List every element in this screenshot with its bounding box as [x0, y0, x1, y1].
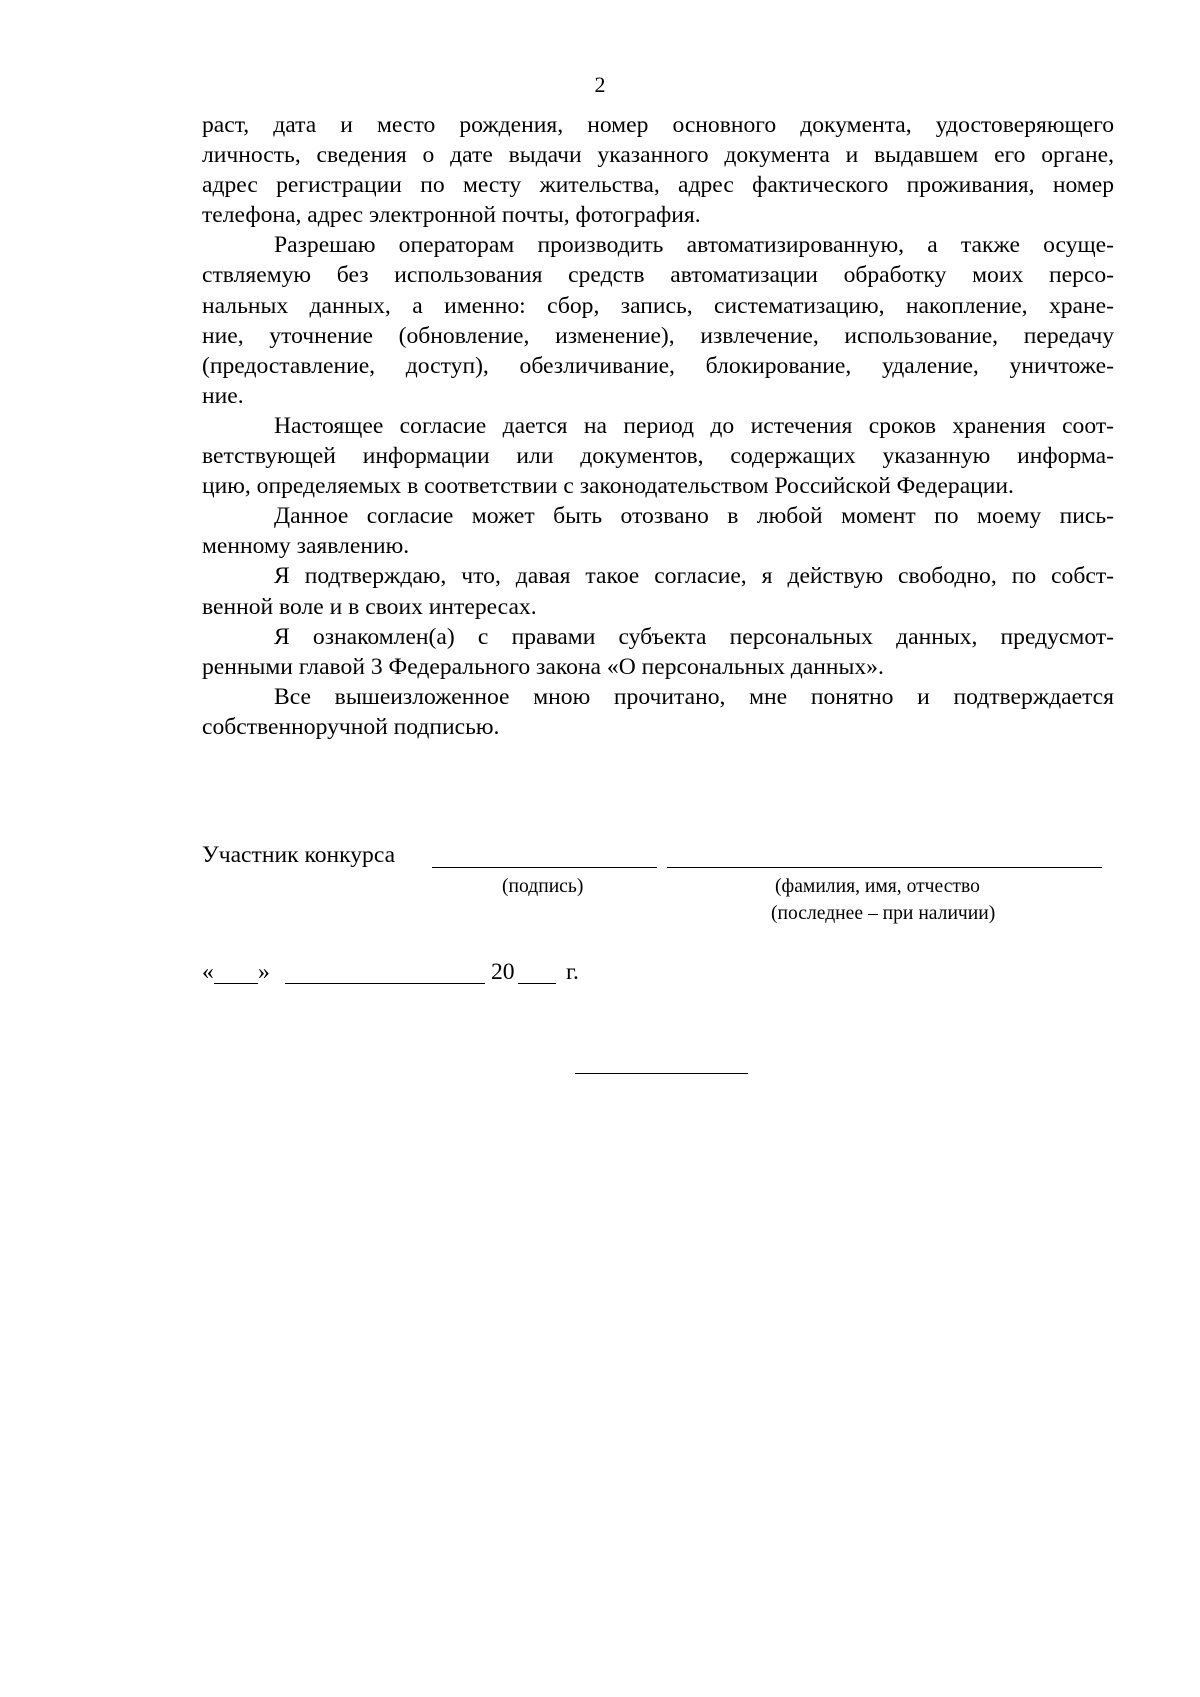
paragraph-1-line-1: раст, дата и место рождения, номер основного документа, удостоверяющего — [202, 112, 1114, 138]
paragraph-6-line-2: ренными главой 3 Федерального закона «О персональных данных». — [202, 653, 884, 680]
paragraph-1 — [202, 110, 1114, 200]
paragraph-5-line-1: Я подтверждаю, что, давая такое согласие, я действую свободно, по собст- — [274, 563, 1114, 590]
paragraph-6-line-1: Я ознакомлен(а) с правами субъекта персональных данных, предусмот- — [274, 623, 1114, 650]
consent-body — [202, 110, 1114, 742]
paragraph-2-line-5: (предоставление, доступ), обезличивание, блокирование, удаление, уничтоже- — [202, 352, 1114, 379]
year-prefix: 20 — [491, 959, 515, 985]
paragraph-7-last — [202, 712, 1114, 742]
full-name-field[interactable] — [667, 867, 1102, 868]
end-divider — [575, 1073, 748, 1074]
paragraph-1-line-4: телефона, адрес электронной почты, фотография. — [202, 202, 701, 229]
paragraph-3 — [202, 411, 1114, 441]
paragraph-6 — [202, 622, 1114, 652]
paragraph-5-last — [202, 592, 1114, 622]
paragraph-2-last — [202, 381, 1114, 411]
paragraph-7-line-1: Все вышеизложенное мною прочитано, мне понятно и подтверждается — [274, 683, 1114, 710]
date-close-quote: » — [258, 959, 270, 985]
signature-caption: (подпись) — [502, 876, 584, 897]
paragraph-3-last — [202, 471, 1114, 501]
paragraph-4 — [202, 501, 1114, 531]
month-field[interactable] — [285, 983, 485, 984]
paragraph-4-line-2: менному заявлению. — [202, 533, 410, 560]
year-suffix: г. — [566, 959, 579, 985]
paragraph-2-line-1: Разрешаю операторам производить автоматизированную, а также осуще- — [274, 232, 1114, 259]
participant-label: Участник конкурса — [202, 842, 396, 868]
date-row — [202, 957, 702, 991]
paragraph-5 — [202, 561, 1114, 591]
paragraph-2-line-3: нальных данных, а именно: сбор, запись, систематизацию, накопление, хране- — [202, 292, 1114, 319]
signature-field[interactable] — [432, 867, 657, 868]
paragraph-2 — [202, 230, 1114, 260]
year-field[interactable] — [518, 983, 556, 984]
paragraph-2-line-4: ние, уточнение (обновление, изменение), извлечение, использование, передачу — [202, 322, 1114, 349]
paragraph-7-line-2: собственноручной подписью. — [202, 713, 500, 740]
paragraph-6-last — [202, 652, 1114, 682]
paragraph-4-line-1: Данное согласие может быть отозвано в любой момент по моему пись- — [274, 503, 1114, 530]
paragraph-3-body — [202, 441, 1114, 471]
page-number: 2 — [594, 72, 606, 97]
paragraph-2-line-2: ствляемую без использования средств автоматизации обработку моих персо- — [202, 262, 1114, 289]
paragraph-1-line-2: личность, сведения о дате выдачи указанного документа и выдавшем его органе, — [202, 142, 1114, 169]
paragraph-7 — [202, 682, 1114, 712]
paragraph-2-line-6: ние. — [202, 382, 244, 409]
name-caption-line-1: (фамилия, имя, отчество — [775, 876, 980, 897]
paragraph-1-line-3: адрес регистрации по месту жительства, адрес фактического проживания, номер — [202, 172, 1114, 199]
signature-row — [202, 840, 1114, 872]
paragraph-4-last — [202, 531, 1114, 561]
date-open-quote: « — [202, 959, 214, 985]
paragraph-1-last — [202, 200, 1114, 230]
paragraph-2-body — [202, 260, 1114, 380]
day-field[interactable] — [214, 983, 258, 984]
name-caption-line-2: (последнее – при наличии) — [771, 903, 996, 924]
paragraph-3-line-3: цию, определяемых в соответствии с законодательством Российской Федерации. — [202, 473, 1014, 500]
paragraph-3-line-2: ветствующей информации или документов, содержащих указанную информа- — [202, 443, 1114, 470]
paragraph-5-line-2: венной воле и в своих интересах. — [202, 593, 537, 620]
paragraph-3-line-1: Настоящее согласие дается на период до истечения сроков хранения соот- — [274, 412, 1114, 439]
